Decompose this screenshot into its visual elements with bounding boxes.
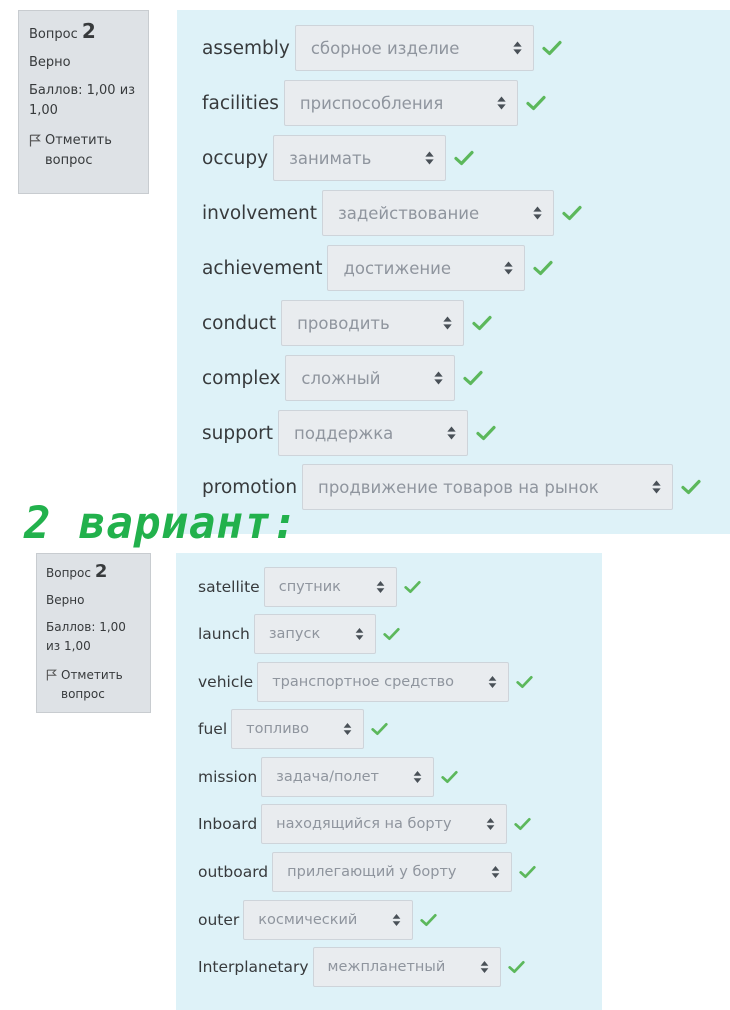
answer-select[interactable] [261, 757, 434, 797]
match-term: facilities [202, 92, 279, 114]
match-term: occupy [202, 147, 269, 169]
question-status: Верно [46, 593, 85, 607]
match-term: support [202, 422, 274, 444]
check-icon [404, 580, 421, 594]
answer-select-value: находящийся на борту [276, 816, 452, 832]
answer-select[interactable] [322, 190, 554, 236]
answer-select[interactable] [285, 355, 455, 401]
question-number-value: 2 [94, 561, 108, 582]
answer-select-value: задача/полет [276, 769, 380, 785]
match-term: launch [198, 625, 250, 643]
select-arrows-icon [491, 866, 500, 878]
match-term: fuel [198, 720, 228, 738]
answer-select-value: достижение [343, 258, 452, 278]
select-arrows-icon [425, 152, 434, 165]
select-arrows-icon [392, 914, 401, 926]
answer-select-value: приспособления [299, 93, 444, 113]
match-row [198, 662, 533, 702]
match-row [202, 25, 562, 71]
check-icon [514, 817, 531, 831]
answer-select-value: транспортное средство [272, 674, 455, 690]
question-info-panel [18, 10, 149, 194]
check-icon [542, 40, 562, 56]
match-row [198, 614, 400, 654]
match-term: mission [198, 768, 258, 786]
match-term: complex [202, 367, 281, 389]
match-row [202, 300, 492, 346]
answer-select[interactable] [243, 900, 413, 940]
select-arrows-icon [447, 427, 456, 440]
answer-select-value: спутник [278, 579, 341, 595]
answer-select-value: продвижение товаров на рынок [318, 477, 599, 497]
select-arrows-icon [434, 372, 443, 385]
check-icon [420, 913, 437, 927]
match-row [198, 900, 437, 940]
select-arrows-icon [497, 97, 506, 110]
flag-question-link[interactable] [29, 131, 138, 171]
check-icon [533, 260, 553, 276]
flag-question-label: Отметить вопрос [45, 133, 112, 168]
check-icon [516, 675, 533, 689]
answer-select-value: межпланетный [327, 959, 446, 975]
question-number [29, 21, 138, 45]
question-content [177, 10, 730, 534]
answer-select-value: топливо [246, 721, 310, 737]
check-icon [371, 722, 388, 736]
answer-select[interactable] [264, 567, 397, 607]
question-grade: Баллов: 1,00 из 1,00 [46, 620, 126, 653]
check-icon [383, 627, 400, 641]
answer-select[interactable] [281, 300, 464, 346]
answer-select-value: запуск [268, 626, 321, 642]
variant-heading: 2 вариант: [24, 498, 299, 549]
select-arrows-icon [480, 961, 489, 973]
question-info-panel [36, 553, 151, 713]
check-icon [681, 479, 701, 495]
answer-select-value: космический [258, 912, 358, 928]
match-row [198, 709, 388, 749]
match-term: involvement [202, 202, 317, 224]
question-number-value: 2 [81, 19, 96, 43]
match-row [198, 947, 525, 987]
match-term: promotion [202, 476, 298, 498]
check-icon [463, 370, 483, 386]
answer-select[interactable] [284, 80, 518, 126]
select-arrows-icon [533, 207, 542, 220]
answer-select-value: поддержка [294, 423, 394, 443]
flag-icon [46, 669, 57, 681]
match-term: Interplanetary [198, 958, 309, 976]
question-number [46, 562, 141, 583]
answer-select[interactable] [278, 410, 468, 456]
match-row [202, 355, 483, 401]
match-row [202, 410, 496, 456]
match-term: outer [198, 911, 240, 929]
answer-select-value: задействование [337, 203, 480, 223]
match-term: vehicle [198, 673, 254, 691]
match-row [198, 757, 458, 797]
answer-select-value: прилегающий у борту [287, 864, 457, 880]
match-term: Inboard [198, 815, 258, 833]
match-row [202, 245, 553, 291]
question-label: Вопрос [46, 566, 91, 580]
match-row [202, 190, 582, 236]
match-row [198, 567, 421, 607]
select-arrows-icon [513, 42, 522, 55]
match-term: conduct [202, 312, 277, 334]
answer-select[interactable] [302, 464, 673, 510]
flag-icon [29, 134, 41, 147]
select-arrows-icon [343, 723, 352, 735]
check-icon [441, 770, 458, 784]
match-row [202, 135, 474, 181]
answer-select[interactable] [254, 614, 376, 654]
answer-select-value: занимать [289, 148, 372, 168]
select-arrows-icon [486, 818, 495, 830]
match-term: achievement [202, 257, 323, 279]
select-arrows-icon [488, 676, 497, 688]
answer-select[interactable] [273, 135, 446, 181]
select-arrows-icon [443, 317, 452, 330]
check-icon [472, 315, 492, 331]
flag-question-label: Отметить вопрос [61, 668, 123, 701]
question-label: Вопрос [29, 27, 78, 42]
answer-select[interactable] [295, 25, 534, 71]
select-arrows-icon [376, 581, 385, 593]
match-row [198, 804, 531, 844]
check-icon [526, 95, 546, 111]
check-icon [508, 960, 525, 974]
select-arrows-icon [413, 771, 422, 783]
answer-select-value: сборное изделие [310, 38, 460, 58]
question-grade: Баллов: 1,00 из 1,00 [29, 83, 136, 118]
match-row [202, 80, 546, 126]
check-icon [519, 865, 536, 879]
question-content [176, 553, 602, 1010]
answer-select[interactable] [272, 852, 512, 892]
answer-select[interactable] [327, 245, 525, 291]
match-term: assembly [202, 37, 290, 59]
flag-question-link[interactable] [46, 666, 141, 704]
select-arrows-icon [504, 262, 513, 275]
match-term: satellite [198, 578, 260, 596]
answer-select-value: проводить [297, 313, 390, 333]
answer-select[interactable] [261, 804, 507, 844]
answer-select-value: сложный [301, 368, 381, 388]
check-icon [454, 150, 474, 166]
answer-select[interactable] [257, 662, 509, 702]
select-arrows-icon [355, 628, 364, 640]
check-icon [476, 425, 496, 441]
match-term: outboard [198, 863, 269, 881]
question-status: Верно [29, 55, 71, 70]
answer-select[interactable] [231, 709, 364, 749]
answer-select[interactable] [313, 947, 501, 987]
check-icon [562, 205, 582, 221]
select-arrows-icon [652, 481, 661, 494]
match-row [198, 852, 536, 892]
